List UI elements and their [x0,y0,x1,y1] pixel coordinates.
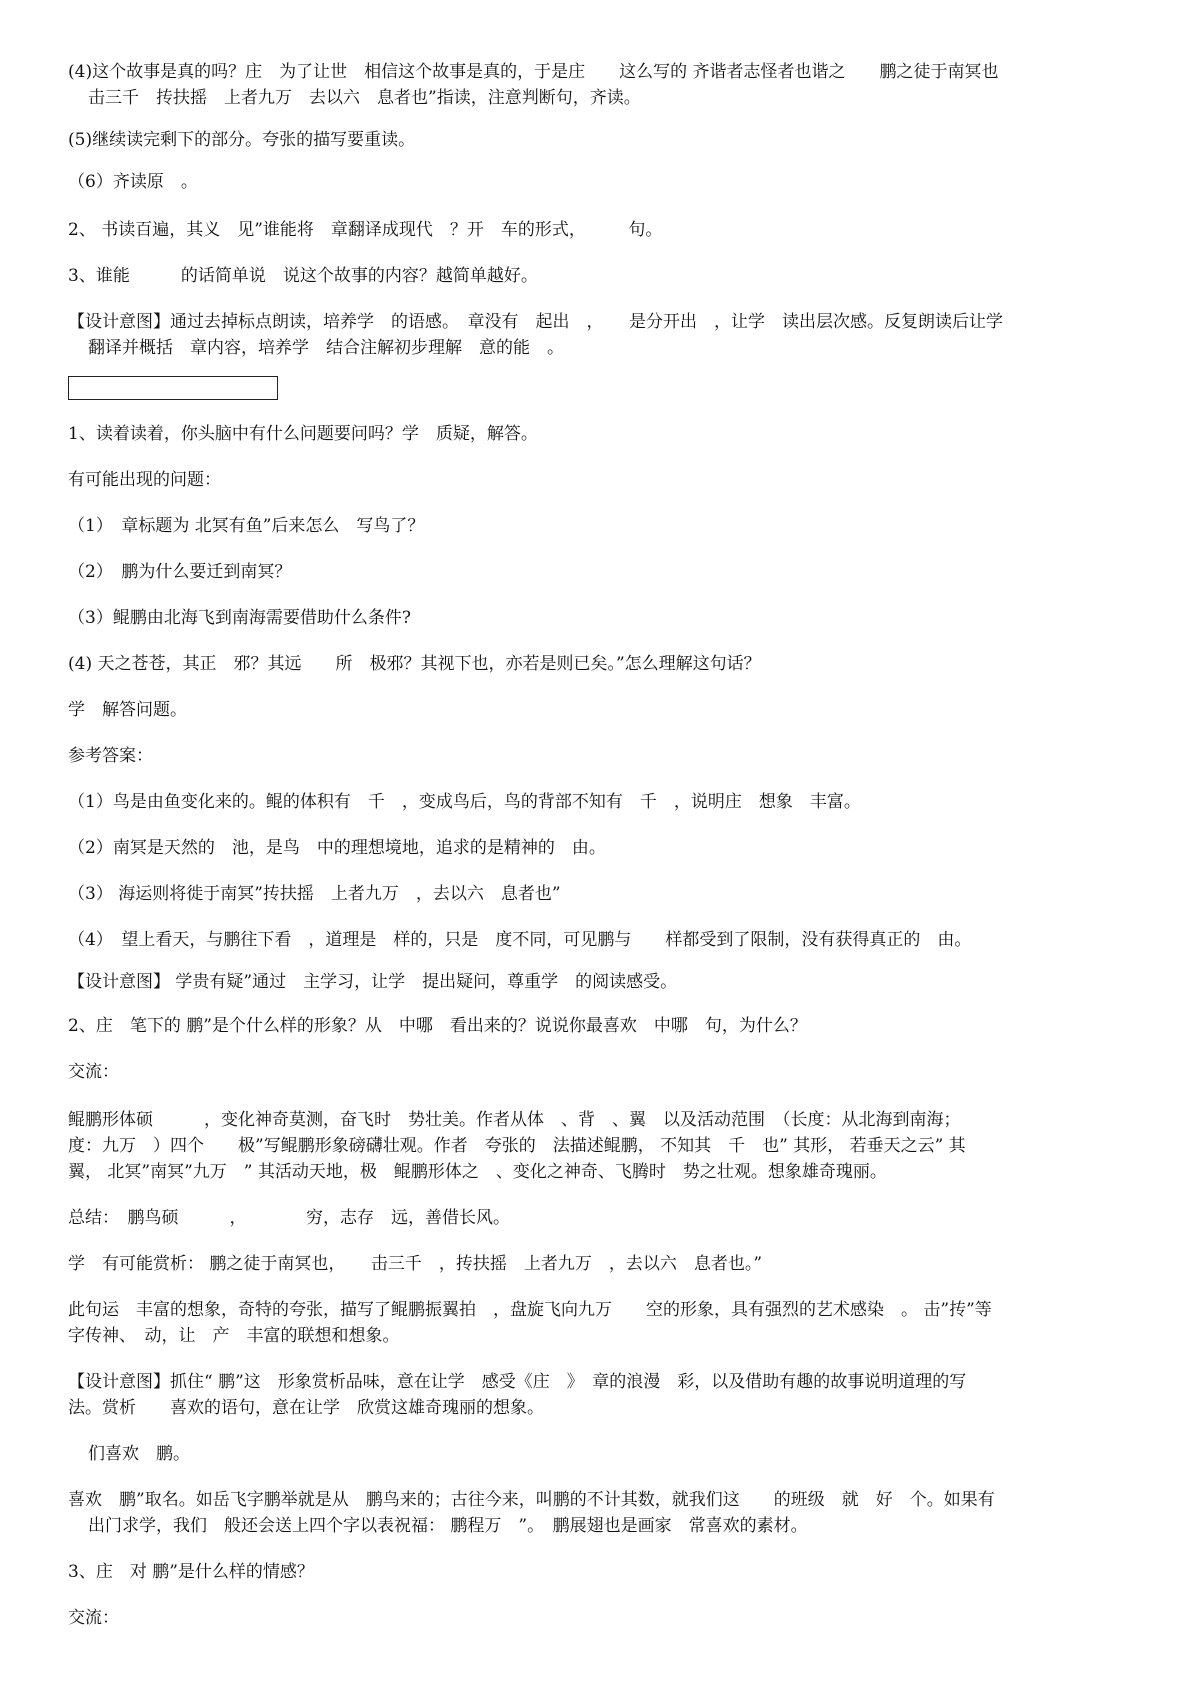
paragraph-line: (5)继续读完剩下的部分。夸张的描写要重读。 [68,130,416,150]
answer-item: （1）鸟是由鱼变化来的。鲲的体积有 千 ，变成鸟后，鸟的背部不知有 千 ，说明庄 想象 丰富。 [68,792,861,812]
paragraph-line: （6）齐读原 。 [68,172,198,192]
paragraph-line: 学 解答问题。 [68,700,187,720]
paragraph-line: 字传神、 动，让 产 丰富的联想和想象。 [68,1326,400,1346]
paragraph-line: 法。赏析 喜欢的语句，意在让学 欣赏这雄奇瑰丽的想象。 [68,1398,544,1418]
answer-item: （4） 望上看天，与鹏往下看 ，道理是 样的，只是 度不同，可见鹏与 样都受到了限制，没有获得真正的 由。 [68,930,972,950]
paragraph-line: 出门求学，我们 般还会送上四个字以表祝福： 鹏程万 ”。 鹏展翅也是画家 常喜欢的素材。 [88,1516,808,1536]
paragraph-line: 鲲鹏形体硕 ，变化神奇莫测，奋飞时 势壮美。作者从体 、背 、翼 以及活动范围 （长度：从北海到南海； [68,1110,961,1130]
question-item: (4) 天之苍苍，其正 邪？其远 所 极邪？其视下也，亦若是则已矣。”怎么理解这句话？ [68,654,761,674]
paragraph-line: 参考答案： [68,746,153,766]
paragraph-line: 2、 书读百遍，其义 见”谁能将 章翻译成现代 ？开 车的形式， 句。 [68,220,663,240]
answer-item: （3） 海运则将徙于南冥”抟扶摇 上者九万 ，去以六 息者也” [68,884,561,904]
paragraph-line: 交流： [68,1608,119,1628]
paragraph-line: 度：九万 ）四个 极”写鲲鹏形象磅礴壮观。作者 夸张的 法描述鲲鹏， 不知其 千 也” 其形， 若垂天之云” 其 [68,1136,966,1156]
paragraph-line: 学 有可能赏析： 鹏之徒于南冥也， 击三千 ，抟扶摇 上者九万 ，去以六 息者也。” [68,1254,763,1274]
paragraph-line: 1、读着读着，你头脑中有什么问题要问吗？学 质疑，解答。 [68,424,538,444]
paragraph-line: 2、庄 笔下的 鹏”是个什么样的形象？从 中哪 看出来的？说说你最喜欢 中哪 句，为什么？ [68,1016,807,1036]
paragraph-line: 此句运 丰富的想象，奇特的夸张，描写了鲲鹏振翼拍 ，盘旋飞向九万 空的形象，具有强烈的艺术感染 。 击”抟”等 [68,1300,992,1320]
paragraph-line: 们喜欢 鹏。 [88,1444,190,1464]
paragraph-line: 有可能出现的问题： [68,470,221,490]
paragraph-line: 喜欢 鹏”取名。如岳飞字鹏举就是从 鹏鸟来的；古往今来，叫鹏的不计其数，就我们这 的班级 就 好 个。如果有 [68,1490,995,1510]
question-item: （1） 章标题为 北冥有鱼”后来怎么 写鸟了？ [68,516,425,536]
paragraph-line: 翻译并概括 章内容，培养学 结合注解初步理解 意的能 。 [88,338,564,358]
paragraph-line: 3、庄 对 鹏”是什么样的情感？ [68,1562,314,1582]
paragraph-line: (4)这个故事是真的吗？庄 为了让世 相信这个故事是真的，于是庄 这么写的 齐谐者志怪者也谐之 鹏之徒于南冥也 [68,62,999,82]
section-heading-box [68,376,278,400]
paragraph-line: 3、谁能 的话简单说 说这个故事的内容？越简单越好。 [68,266,538,286]
paragraph-line: 击三千 抟扶摇 上者九万 去以六 息者也”指读，注意判断句，齐读。 [88,88,641,108]
question-item: （3）鲲鹏由北海飞到南海需要借助什么条件? [68,608,411,628]
design-intent-note: 【设计意图】抓住“ 鹏”这 形象赏析品味，意在让学 感受《庄 》 章的浪漫 彩，以及借助有趣的故事说明道理的写 [68,1372,967,1392]
paragraph-line: 交流： [68,1062,119,1082]
design-intent-note: 【设计意图】通过去掉标点朗读，培养学 的语感。 章没有 起出 ， 是分开出 ，让学 读出层次感。反复朗读后让学 [68,312,1003,332]
design-intent-note: 【设计意图】 学贵有疑”通过 主学习，让学 提出疑问，尊重学 的阅读感受。 [68,972,678,992]
answer-item: （2）南冥是天然的 池，是鸟 中的理想境地，追求的是精神的 由。 [68,838,606,858]
summary-line: 总结： 鹏鸟硕 ， 穷，志存 远，善借长风。 [68,1208,510,1228]
question-item: （2） 鹏为什么要迁到南冥？ [68,562,292,582]
paragraph-line: 翼， 北冥”南冥”九万 ” 其活动天地，极 鲲鹏形体之 、变化之神奇、飞腾时 势之壮观。想象雄奇瑰丽。 [68,1162,887,1182]
